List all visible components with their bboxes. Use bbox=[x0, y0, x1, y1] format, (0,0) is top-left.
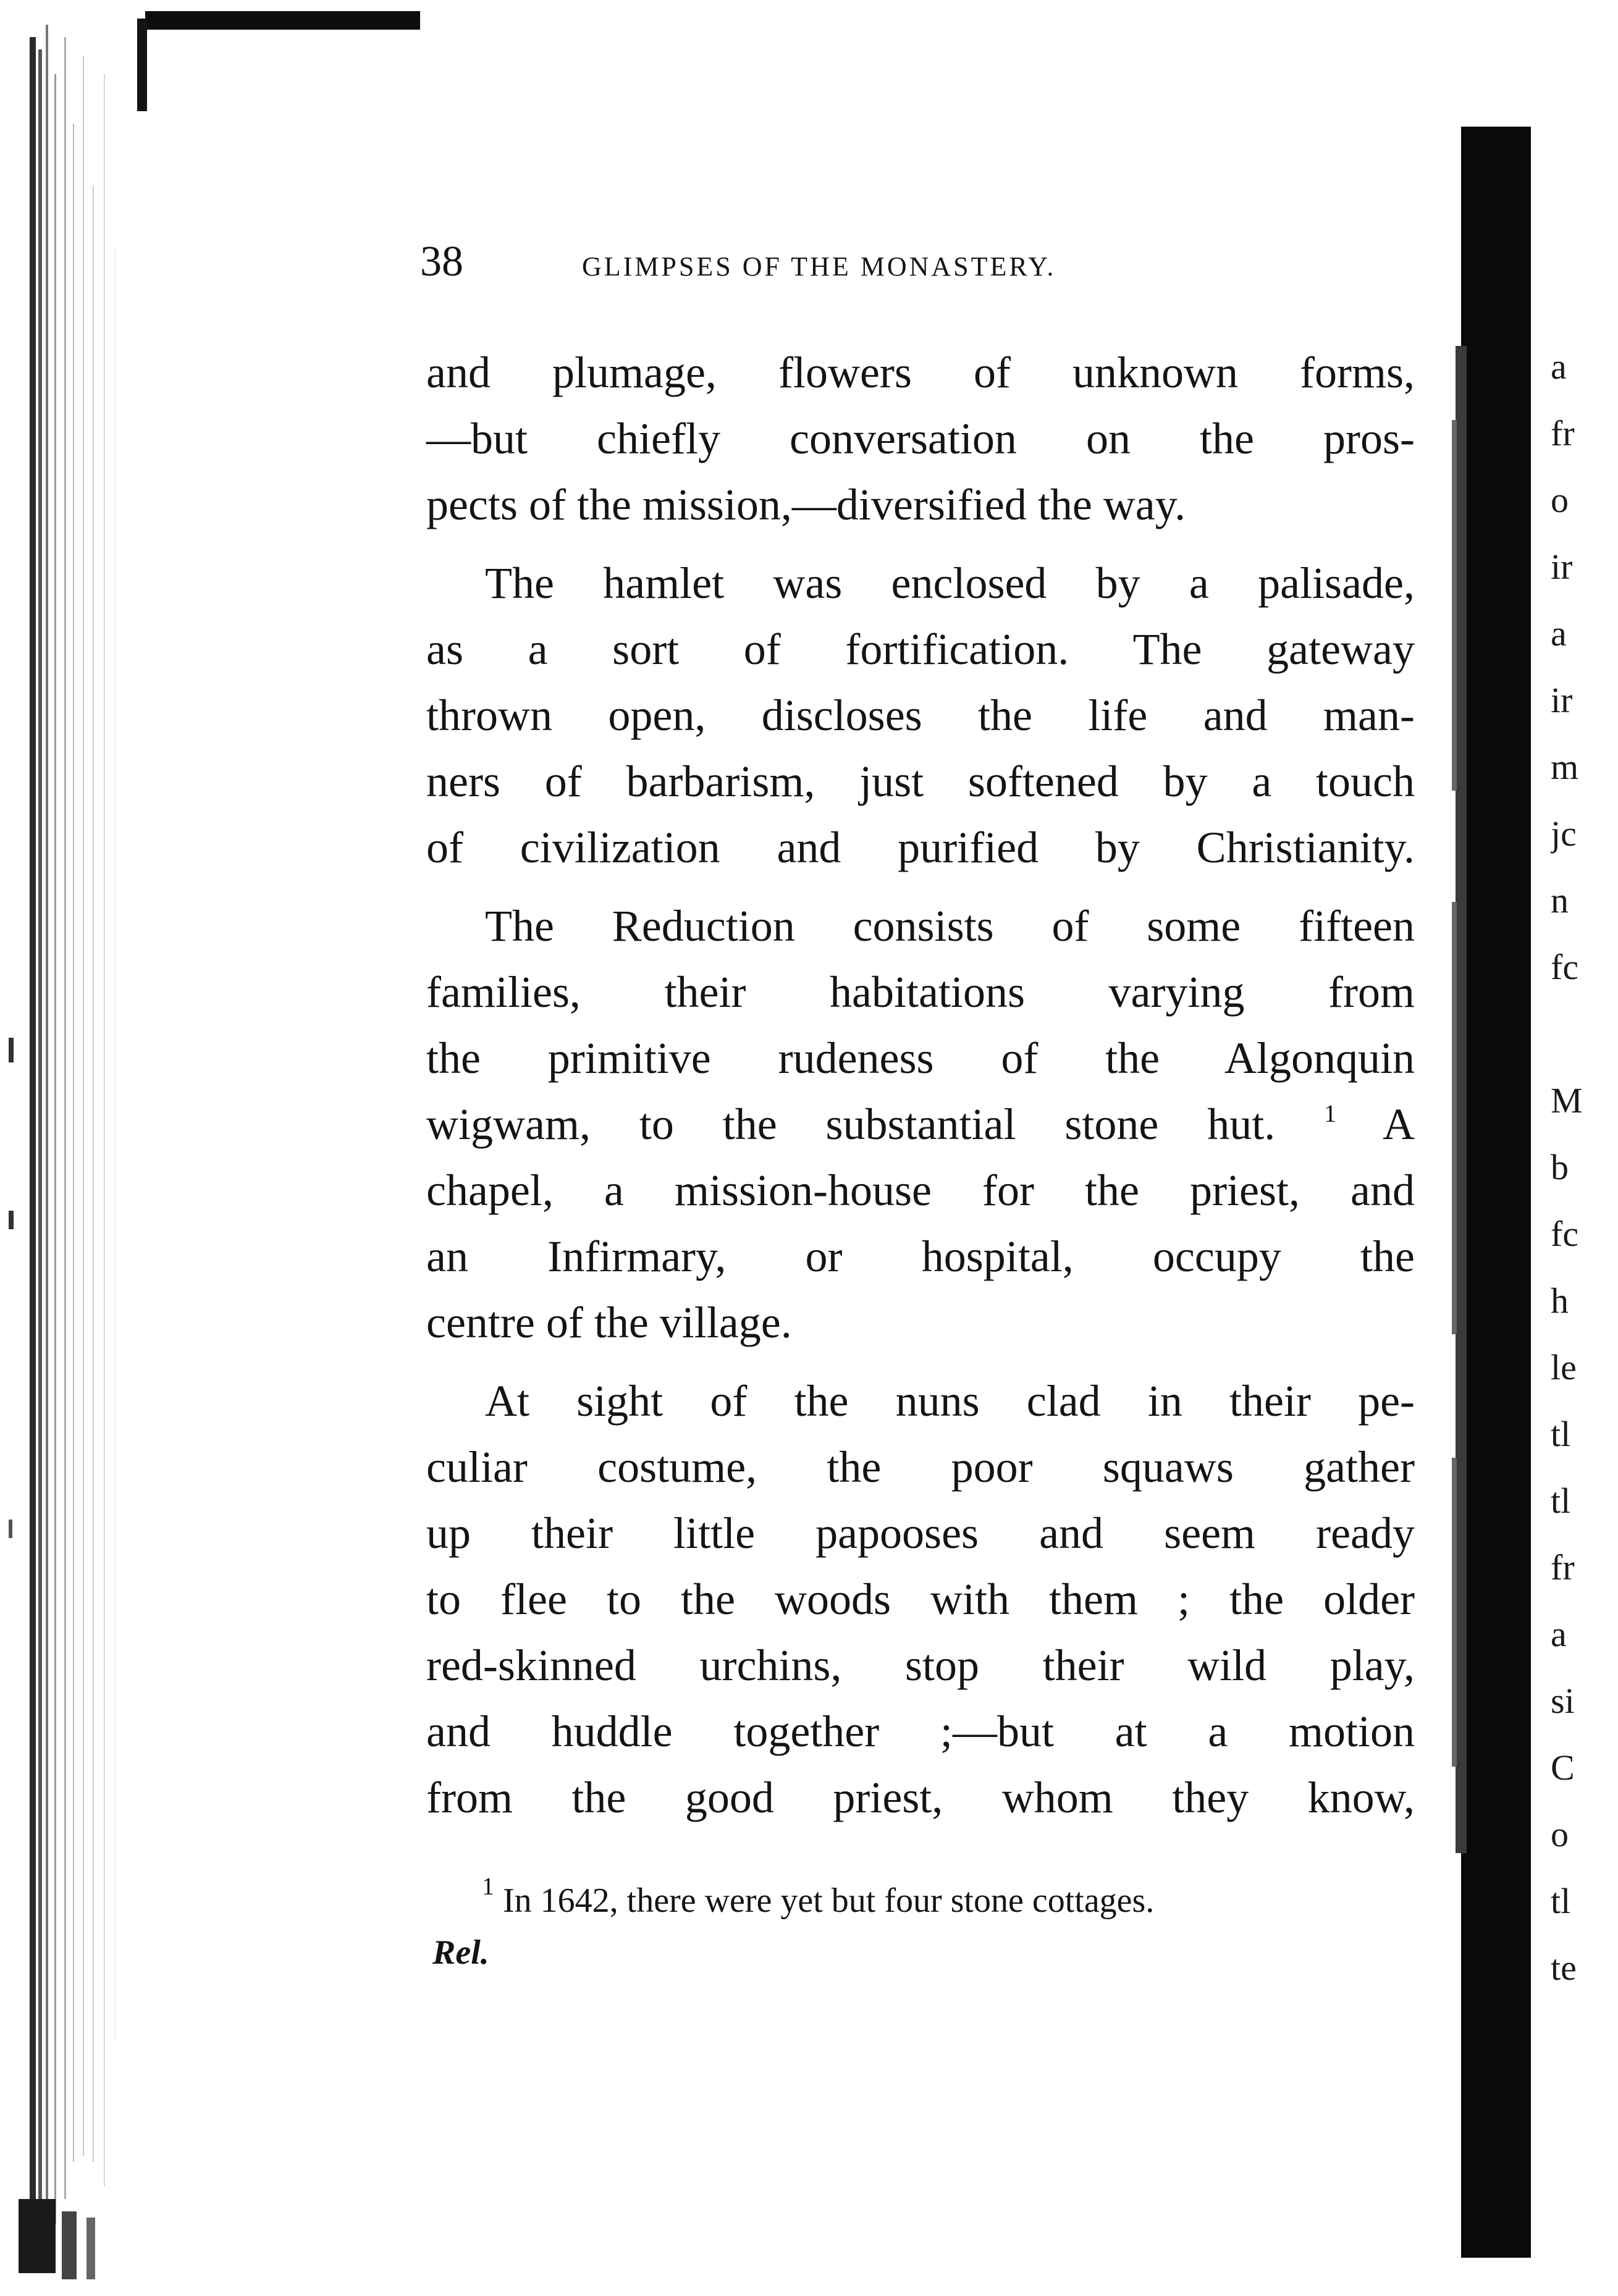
text-line: and plumage, flowers of unknown forms, bbox=[426, 348, 1415, 397]
text-line: from the good priest, whom they know, bbox=[426, 1773, 1415, 1822]
running-title: GLIMPSES OF THE MONASTERY. bbox=[582, 251, 1056, 282]
adjacent-page-letters: fc bbox=[1551, 1214, 1579, 1254]
adjacent-page-letters: ir bbox=[1551, 680, 1573, 720]
footnote-source: Rel. bbox=[432, 1933, 489, 1972]
page-header bbox=[420, 238, 1421, 298]
text-line: —but chiefly conversation on the pros- bbox=[426, 414, 1415, 463]
text-line: wigwam, to the substantial stone hut. bbox=[426, 1100, 1276, 1149]
adjacent-page-letters: m bbox=[1551, 747, 1579, 787]
adjacent-page-letters: te bbox=[1551, 1948, 1577, 1988]
text-line: culiar costume, the poor squaws gather bbox=[426, 1442, 1415, 1492]
paragraph bbox=[426, 893, 1415, 1356]
body-text bbox=[426, 340, 1415, 1843]
adjacent-page-fragment bbox=[1551, 334, 1612, 2001]
right-page-edge-shadow bbox=[1461, 127, 1531, 2258]
text-line: At sight of the nuns clad in their pe- bbox=[485, 1376, 1415, 1426]
text-fragment: A bbox=[1336, 1100, 1415, 1149]
adjacent-page-letters: jc bbox=[1551, 814, 1577, 854]
adjacent-page-letters: o bbox=[1551, 480, 1569, 520]
text-line: the primitive rudeness of the Algonquin bbox=[426, 1033, 1415, 1083]
text-line-with-footnote-ref bbox=[426, 1091, 1415, 1158]
adjacent-page-letters: a bbox=[1551, 347, 1567, 387]
adjacent-page-letters: tl bbox=[1551, 1414, 1571, 1454]
paragraph bbox=[426, 340, 1415, 538]
adjacent-page-letters: o bbox=[1551, 1814, 1569, 1854]
adjacent-page-letters: tl bbox=[1551, 1481, 1571, 1521]
adjacent-page-letters: si bbox=[1551, 1681, 1575, 1721]
text-line: up their little papooses and seem ready bbox=[426, 1508, 1415, 1558]
top-edge-rule bbox=[145, 11, 420, 30]
footnote-ref: 1 bbox=[1324, 1100, 1337, 1127]
adjacent-page-letters: C bbox=[1551, 1747, 1575, 1788]
gutter-scan-artifact bbox=[0, 0, 148, 2296]
text-line: to flee to the woods with them ; the older bbox=[426, 1575, 1415, 1624]
footnote bbox=[432, 1872, 1415, 1979]
text-line: chapel, a mission-house for the priest, and bbox=[426, 1166, 1415, 1215]
footnote-marker: 1 bbox=[482, 1872, 494, 1900]
text-line: red-skinned urchins, stop their wild play, bbox=[426, 1641, 1415, 1690]
text-line: ners of barbarism, just softened by a touch bbox=[426, 757, 1415, 806]
adjacent-page-letters: h bbox=[1551, 1280, 1569, 1321]
text-line: pects of the mission,—diversified the way. bbox=[426, 480, 1186, 529]
top-edge-rule-drop bbox=[137, 19, 147, 111]
text-line: and huddle together ;—but at a motion bbox=[426, 1707, 1415, 1756]
adjacent-page-letters: tl bbox=[1551, 1881, 1571, 1921]
text-line: centre of the village. bbox=[426, 1298, 792, 1347]
adjacent-page-letters: a bbox=[1551, 613, 1567, 654]
text-line: an Infirmary, or hospital, occupy the bbox=[426, 1232, 1415, 1281]
text-line: as a sort of fortification. The gateway bbox=[426, 624, 1415, 674]
text-line: The hamlet was enclosed by a palisade, bbox=[485, 558, 1415, 608]
adjacent-page-letters: n bbox=[1551, 880, 1569, 920]
page-number: 38 bbox=[420, 238, 463, 285]
paragraph bbox=[426, 1368, 1415, 1831]
adjacent-page-letters: M bbox=[1551, 1080, 1583, 1121]
text-line: of civilization and purified by Christianity. bbox=[426, 823, 1415, 872]
text-line: thrown open, discloses the life and man- bbox=[426, 691, 1415, 740]
text-line: families, their habitations varying from bbox=[426, 967, 1415, 1017]
adjacent-page-letters: fc bbox=[1551, 947, 1579, 987]
adjacent-page-letters: ir bbox=[1551, 547, 1573, 587]
adjacent-page-letters: fr bbox=[1551, 413, 1575, 453]
paragraph bbox=[426, 550, 1415, 881]
footnote-line bbox=[432, 1872, 1415, 1927]
adjacent-page-letters: b bbox=[1551, 1147, 1569, 1187]
adjacent-page-letters: fr bbox=[1551, 1547, 1575, 1587]
footnote-text: In 1642, there were yet but four stone cottages. bbox=[503, 1882, 1155, 1920]
right-edge-fringe bbox=[1449, 346, 1467, 1853]
adjacent-page-letters: a bbox=[1551, 1614, 1567, 1654]
text-line: The Reduction consists of some fifteen bbox=[485, 901, 1415, 951]
adjacent-page-letters bbox=[1551, 1001, 1612, 1067]
adjacent-page-letters: le bbox=[1551, 1347, 1577, 1387]
